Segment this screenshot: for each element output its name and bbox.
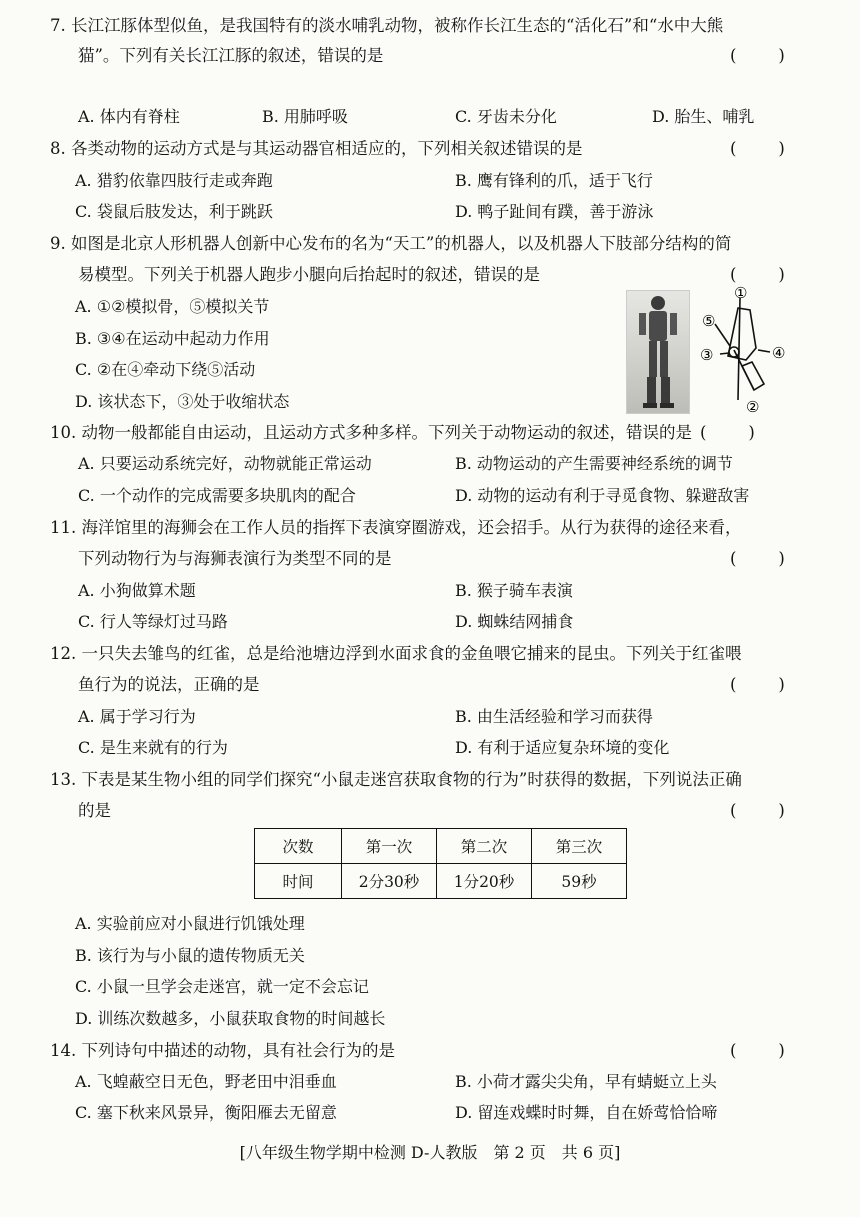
page-footer: [八年级生物学期中检测 D-人教版 第 2 页 共 6 页] [239,1143,621,1162]
q10-answer-bracket: ( ) [700,423,755,442]
table-cell: 时间 [255,864,342,899]
q14-option-b: B. 小荷才露尖尖角，早有蜻蜓立上头 [455,1072,717,1091]
table-header-cell: 第二次 [437,829,532,864]
q13-option-a: A. 实验前应对小鼠进行饥饿处理 [75,914,305,933]
q8-option-c: C. 袋鼠后肢发达，利于跳跃 [75,202,273,221]
label-2: ② [746,398,760,415]
q8-option-b: B. 鹰有锋利的爪，适于飞行 [455,171,653,190]
q8-answer-bracket: ( ) [730,139,785,158]
q9-option-a: A. ①②模拟骨，⑤模拟关节 [75,297,270,316]
q11-option-a: A. 小狗做算术题 [78,581,196,600]
table-header-cell: 次数 [255,829,342,864]
q12-stem-line1: 12. 一只失去雏鸟的红雀，总是给池塘边浮到水面求食的金鱼喂它捕来的昆虫。下列关于红雀喂 [50,644,742,663]
table-header-cell: 第三次 [532,829,627,864]
table-row [255,829,627,864]
table-cell: 2分30秒 [342,864,437,899]
q9-stem-line2: 易模型。下列关于机器人跑步小腿向后抬起时的叙述，错误的是 [78,265,540,284]
q12-option-d: D. 有利于适应复杂环境的变化 [455,738,670,757]
q12-stem-line2: 鱼行为的说法，正确的是 [78,675,260,694]
q7-option-a: A. 体内有脊柱 [78,107,180,126]
q7-option-d: D. 胎生、哺乳 [652,107,755,126]
q12-option-b: B. 由生活经验和学习而获得 [455,707,653,726]
q10-option-b: B. 动物运动的产生需要神经系统的调节 [455,454,733,473]
q12-answer-bracket: ( ) [730,675,785,694]
table-cell: 59秒 [532,864,627,899]
q13-option-d: D. 训练次数越多，小鼠获取食物的时间越长 [75,1009,386,1028]
maze-data-table [254,828,627,899]
q13-stem-line2: 的是 [78,801,111,820]
q14-option-d: D. 留连戏蝶时时舞，自在娇莺恰恰啼 [455,1103,718,1122]
q11-option-b: B. 猴子骑车表演 [455,581,573,600]
q11-stem-line2: 下列动物行为与海狮表演行为类型不同的是 [78,549,392,568]
q7-stem-line2: 猫”。下列有关长江江豚的叙述，错误的是 [78,46,384,65]
q10-option-d: D. 动物的运动有利于寻觅食物、躲避敌害 [455,486,750,505]
q8-stem: 8. 各类动物的运动方式是与其运动器官相适应的，下列相关叙述错误的是 [50,139,583,158]
table-cell: 1分20秒 [437,864,532,899]
q11-option-d: D. 蜘蛛结网捕食 [455,612,574,631]
label-1: ① [734,284,748,302]
robot-photo [626,290,690,414]
q10-option-c: C. 一个动作的完成需要多块肌肉的配合 [78,486,356,505]
q13-option-b: B. 该行为与小鼠的遗传物质无关 [75,946,305,965]
q14-answer-bracket: ( ) [730,1041,785,1060]
q8-option-a: A. 猎豹依靠四肢行走或奔跑 [75,171,273,190]
q13-stem-line1: 13. 下表是某生物小组的同学们探究“小鼠走迷宫获取食物的行为”时获得的数据，下列说法正确 [50,770,742,789]
q7-stem-line1: 7. 长江江豚体型似鱼，是我国特有的淡水哺乳动物，被称作长江生态的“活化石”和“水中大熊 [50,16,724,35]
q9-option-b: B. ③④在运动中起动力作用 [75,329,270,348]
q13-answer-bracket: ( ) [730,801,785,820]
label-5: ⑤ [702,312,716,330]
q10-option-a: A. 只要运动系统完好，动物就能正常运动 [78,454,372,473]
q9-answer-bracket: ( ) [730,265,785,284]
q9-option-c: C. ②在④牵动下绕⑤活动 [75,360,256,379]
q7-option-c: C. 牙齿未分化 [455,107,557,126]
q7-option-b: B. 用肺呼吸 [262,107,348,126]
table-header-cell: 第一次 [342,829,437,864]
q10-stem: 10. 动物一般都能自由运动，且运动方式多种多样。下列关于动物运动的叙述，错误的是 [50,423,692,442]
q13-option-c: C. 小鼠一旦学会走迷宫，就一定不会忘记 [75,977,369,996]
table-row [255,864,627,899]
q14-option-c: C. 塞下秋来风景异，衡阳雁去无留意 [75,1103,337,1122]
q14-stem: 14. 下列诗句中描述的动物，具有社会行为的是 [50,1041,395,1060]
label-4: ④ [772,344,786,362]
q9-stem-line1: 9. 如图是北京人形机器人创新中心发布的名为“天工”的机器人，以及机器人下肢部分结构的简 [50,234,732,253]
robot-silhouette-icon [627,291,689,413]
q8-option-d: D. 鸭子趾间有蹼，善于游泳 [455,202,654,221]
q9-option-d: D. 该状态下，③处于收缩状态 [75,392,290,411]
label-3: ③ [700,346,714,364]
q12-option-c: C. 是生来就有的行为 [78,738,228,757]
q11-answer-bracket: ( ) [730,549,785,568]
leg-model-diagram [694,280,794,415]
q12-option-a: A. 属于学习行为 [78,707,196,726]
q7-answer-bracket: ( ) [730,46,785,65]
q11-option-c: C. 行人等绿灯过马路 [78,612,228,631]
q11-stem-line1: 11. 海洋馆里的海狮会在工作人员的指挥下表演穿圈游戏，还会招手。从行为获得的途径来看， [50,518,742,537]
q14-option-a: A. 飞蝗蔽空日无色，野老田中泪垂血 [75,1072,337,1091]
